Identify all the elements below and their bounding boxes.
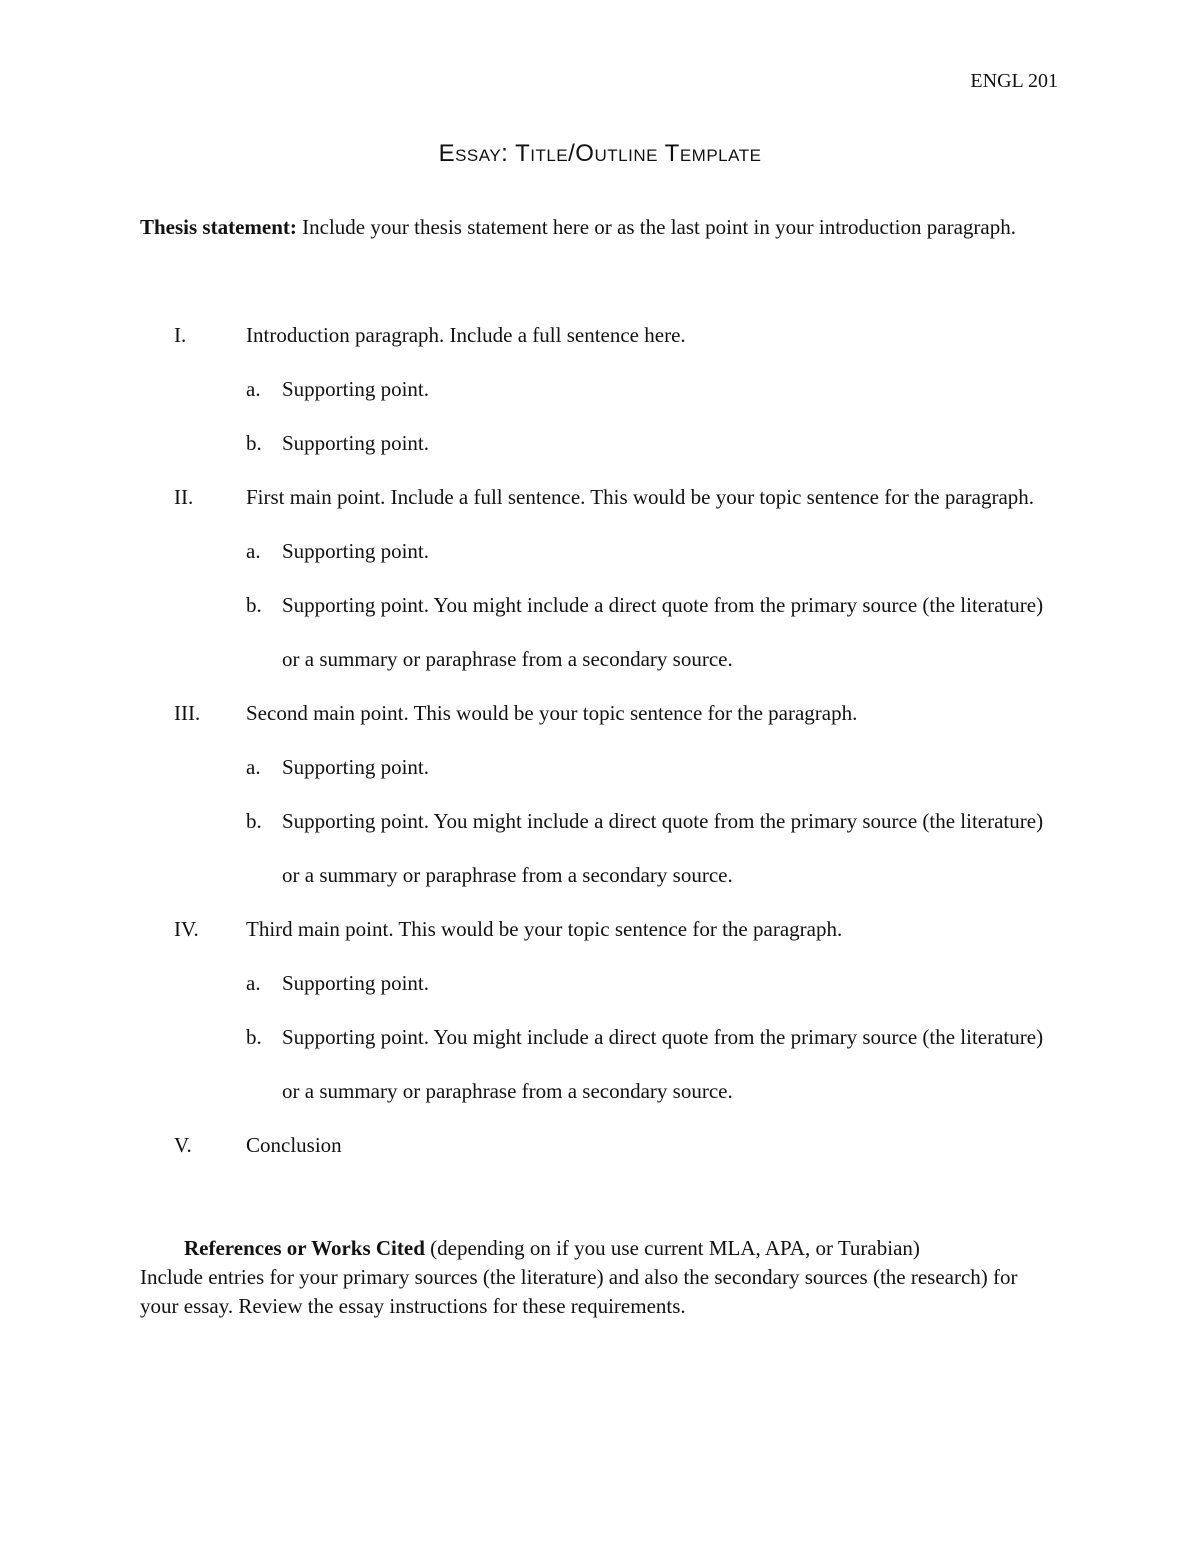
outline-sub-item [246, 740, 1060, 794]
outline-sub-item [246, 362, 1060, 416]
sub-letter: b. [246, 431, 262, 455]
outline-sub-item [246, 794, 1060, 902]
sub-letter: b. [246, 1025, 262, 1049]
references-body: Include entries for your primary sources (the literature) and also the secondary sources (the research) for your essay. Review the essay instructions for these requirements. [140, 1265, 1018, 1318]
outline-main-point: Introduction paragraph. Include a full sentence here. [246, 323, 686, 347]
course-header: ENGL 201 [970, 70, 1058, 92]
outline-numeral: V. [174, 1133, 192, 1157]
sub-text: Supporting point. [282, 431, 430, 455]
outline-item [140, 470, 1060, 686]
sub-letter: a. [246, 539, 261, 563]
page-title: Essay: Title/Outline Template [438, 140, 762, 167]
outline-main-point: Third main point. This would be your topic sentence for the paragraph. [246, 917, 843, 941]
outline-sub-item [246, 578, 1060, 686]
sub-text: Supporting point. [282, 377, 430, 401]
outline-sub-item [246, 1010, 1060, 1118]
thesis-statement [140, 200, 1060, 254]
references-section [140, 1234, 1060, 1321]
sub-text: Supporting point. [282, 971, 430, 995]
sub-text: Supporting point. [282, 755, 430, 779]
outline-numeral: I. [174, 323, 187, 347]
sub-letter: a. [246, 755, 261, 779]
outline-main-point: First main point. Include a full sentence. This would be your topic sentence for the paragraph. [246, 485, 1035, 509]
outline-item [140, 902, 1060, 1118]
outline-main-point: Conclusion [246, 1133, 342, 1157]
outline-item [140, 686, 1060, 902]
sub-letter: a. [246, 971, 261, 995]
sub-letter: a. [246, 377, 261, 401]
sub-text: Supporting point. You might include a direct quote from the primary source (the literature) or a summary or paraphrase from a secondary source. [282, 1025, 1044, 1103]
sub-text: Supporting point. [282, 539, 430, 563]
references-paren: (depending on if you use current MLA, APA, or Turabian) [424, 1236, 920, 1260]
outline-item [140, 308, 1060, 470]
sub-text: Supporting point. You might include a direct quote from the primary source (the literature) or a summary or paraphrase from a secondary source. [282, 809, 1044, 887]
outline-item [140, 1118, 1060, 1172]
outline-list [140, 308, 1060, 1172]
outline-numeral: II. [174, 485, 194, 509]
outline-main-point: Second main point. This would be your topic sentence for the paragraph. [246, 701, 858, 725]
sub-letter: b. [246, 809, 262, 833]
sub-letter: b. [246, 593, 262, 617]
outline-numeral: IV. [174, 917, 199, 941]
outline-sub-item [246, 416, 1060, 470]
outline-numeral: III. [174, 701, 201, 725]
thesis-label: Thesis statement: [140, 215, 297, 239]
references-label: References or Works Cited [184, 1236, 425, 1260]
sub-text: Supporting point. You might include a direct quote from the primary source (the literature) or a summary or paraphrase from a secondary source. [282, 593, 1044, 671]
outline-sub-item [246, 524, 1060, 578]
outline-sub-item [246, 956, 1060, 1010]
thesis-text: Include your thesis statement here or as the last point in your introduction paragraph. [296, 215, 1016, 239]
